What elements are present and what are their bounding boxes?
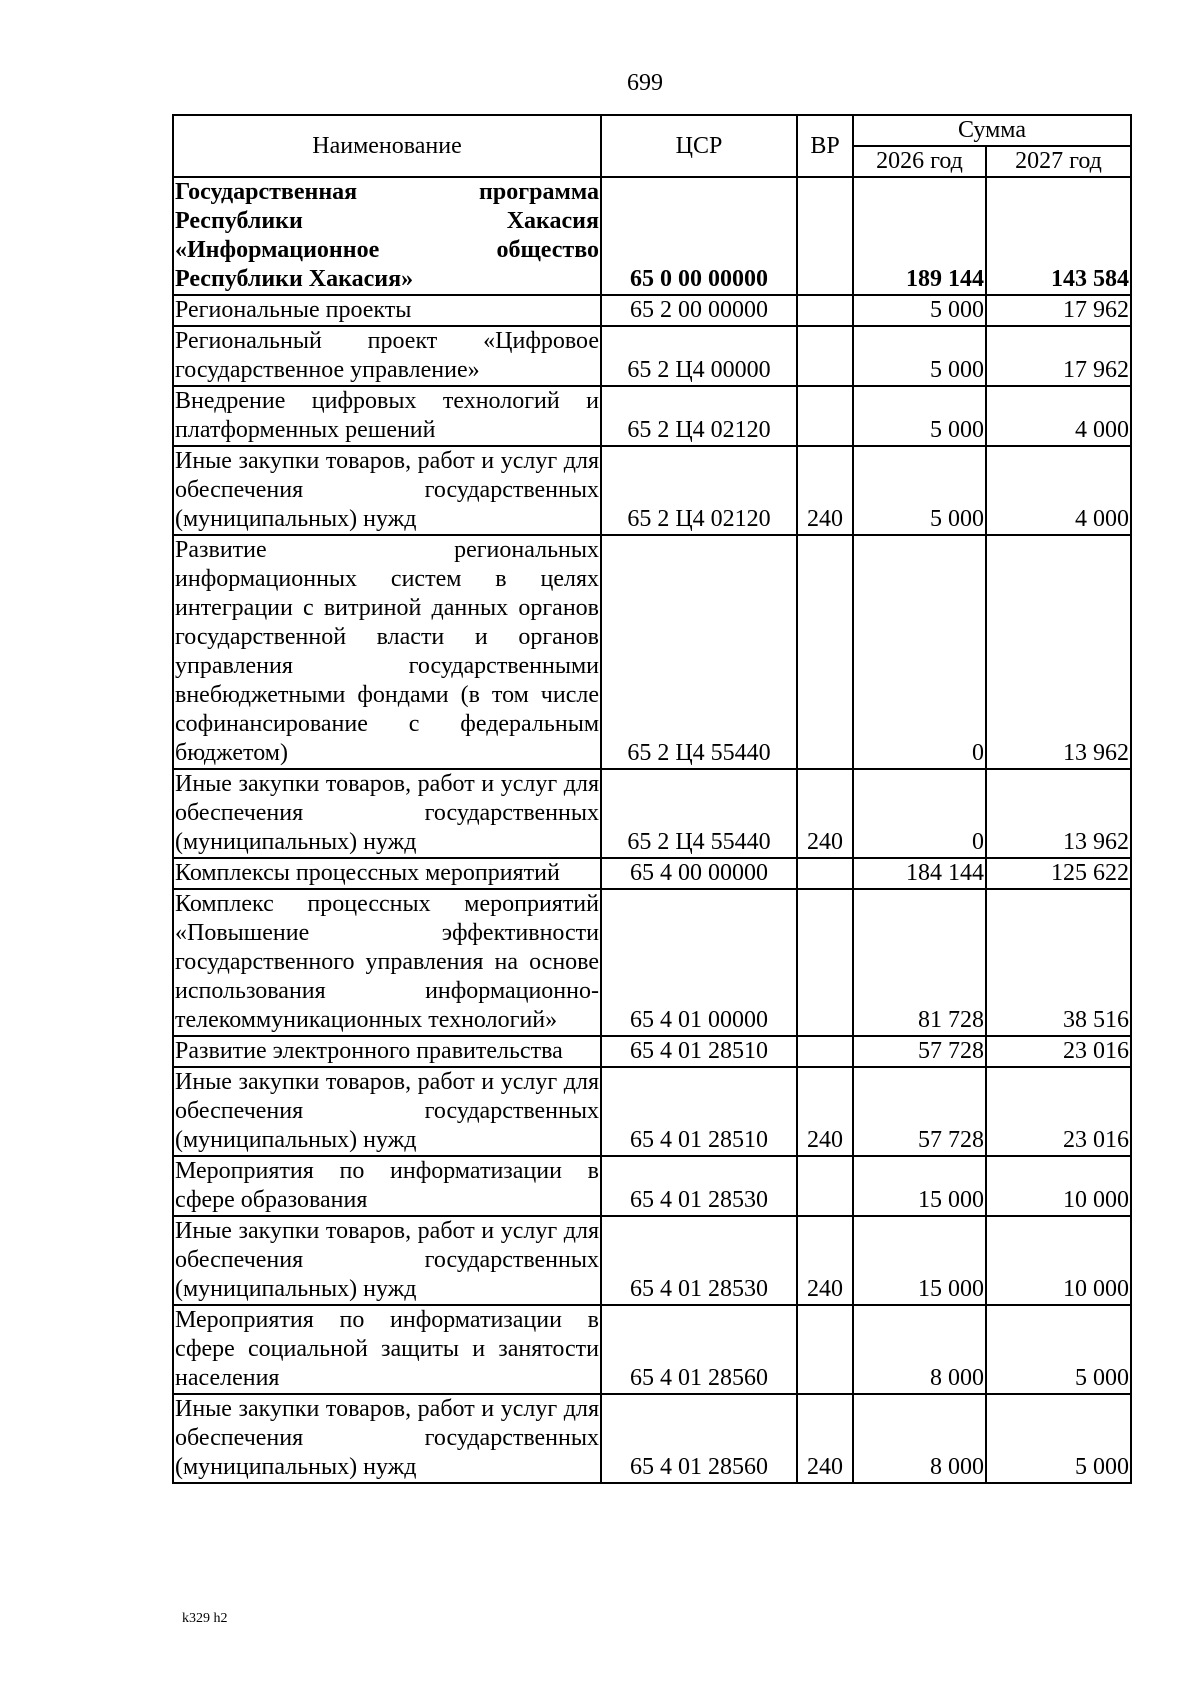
row-csr: 65 4 01 28510 (601, 1067, 797, 1156)
row-csr: 65 4 01 28560 (601, 1394, 797, 1483)
row-amount-2026: 0 (853, 535, 986, 769)
row-vr (797, 1036, 853, 1067)
row-name: Иные закупки товаров, работ и услуг для обеспечения государственных (муниципальных) нужд (173, 1067, 601, 1156)
row-csr: 65 4 00 00000 (601, 858, 797, 889)
page-number: 699 (627, 70, 663, 96)
table-row (173, 769, 1131, 858)
table-row (173, 177, 1131, 295)
row-name: Иные закупки товаров, работ и услуг для обеспечения государственных (муниципальных) нужд (173, 1394, 601, 1483)
row-amount-2027: 13 962 (986, 769, 1131, 858)
row-name: Развитие электронного правительства (173, 1036, 601, 1067)
row-amount-2026: 57 728 (853, 1036, 986, 1067)
table-row (173, 386, 1131, 446)
row-csr: 65 4 01 28510 (601, 1036, 797, 1067)
row-csr: 65 4 01 00000 (601, 889, 797, 1036)
row-name: Мероприятия по информатизации в сфере социальной защиты и занятости населения (173, 1305, 601, 1394)
header-year-2026: 2026 год (853, 146, 986, 177)
row-amount-2026: 8 000 (853, 1305, 986, 1394)
row-csr: 65 0 00 00000 (601, 177, 797, 295)
table-body (173, 177, 1131, 1483)
row-amount-2027: 5 000 (986, 1394, 1131, 1483)
row-vr (797, 326, 853, 386)
table-row (173, 1305, 1131, 1394)
row-vr: 240 (797, 1216, 853, 1305)
row-amount-2027: 38 516 (986, 889, 1131, 1036)
footer-code: k329 h2 (182, 1611, 228, 1626)
row-name: Региональные проекты (173, 295, 601, 326)
row-name: Комплекс процессных мероприятий «Повышение эффективности государственного управления на основе использования информационно-телекоммуникационных технологий» (173, 889, 601, 1036)
budget-table (172, 114, 1132, 1484)
row-csr: 65 2 Ц4 02120 (601, 386, 797, 446)
table-row (173, 889, 1131, 1036)
row-vr (797, 858, 853, 889)
row-amount-2026: 5 000 (853, 386, 986, 446)
row-amount-2026: 184 144 (853, 858, 986, 889)
table-row (173, 1156, 1131, 1216)
row-csr: 65 2 00 00000 (601, 295, 797, 326)
row-amount-2027: 4 000 (986, 386, 1131, 446)
row-vr: 240 (797, 446, 853, 535)
row-csr: 65 2 Ц4 00000 (601, 326, 797, 386)
row-vr (797, 889, 853, 1036)
header-name: Наименование (173, 115, 601, 177)
row-amount-2027: 5 000 (986, 1305, 1131, 1394)
table-row (173, 446, 1131, 535)
row-name: Иные закупки товаров, работ и услуг для обеспечения государственных (муниципальных) нужд (173, 769, 601, 858)
row-vr (797, 1305, 853, 1394)
row-name: Региональный проект «Цифровое государственное управление» (173, 326, 601, 386)
row-vr (797, 535, 853, 769)
row-amount-2026: 15 000 (853, 1216, 986, 1305)
row-name: Внедрение цифровых технологий и платформенных решений (173, 386, 601, 446)
row-vr: 240 (797, 1067, 853, 1156)
table-row (173, 1036, 1131, 1067)
row-amount-2027: 4 000 (986, 446, 1131, 535)
row-amount-2027: 143 584 (986, 177, 1131, 295)
table-row (173, 1067, 1131, 1156)
row-amount-2027: 10 000 (986, 1216, 1131, 1305)
row-amount-2026: 5 000 (853, 295, 986, 326)
row-csr: 65 4 01 28530 (601, 1216, 797, 1305)
header-csr: ЦСР (601, 115, 797, 177)
row-name: Развитие региональных информационных систем в целях интеграции с витриной данных органов государственной власти и органов управления государственными внебюджетными фондами (в том числе софинансирование с федеральным бюджетом) (173, 535, 601, 769)
row-amount-2026: 5 000 (853, 446, 986, 535)
row-amount-2027: 10 000 (986, 1156, 1131, 1216)
row-amount-2027: 23 016 (986, 1067, 1131, 1156)
row-amount-2027: 125 622 (986, 858, 1131, 889)
header-year-2027: 2027 год (986, 146, 1131, 177)
table-row (173, 1216, 1131, 1305)
row-vr (797, 1156, 853, 1216)
table-row (173, 295, 1131, 326)
row-amount-2027: 13 962 (986, 535, 1131, 769)
row-amount-2026: 8 000 (853, 1394, 986, 1483)
row-csr: 65 2 Ц4 02120 (601, 446, 797, 535)
row-amount-2026: 189 144 (853, 177, 986, 295)
row-vr (797, 386, 853, 446)
row-amount-2026: 81 728 (853, 889, 986, 1036)
table-row (173, 1394, 1131, 1483)
row-amount-2026: 0 (853, 769, 986, 858)
row-amount-2026: 57 728 (853, 1067, 986, 1156)
row-csr: 65 2 Ц4 55440 (601, 769, 797, 858)
row-name: Государственная программа Республики Хакасия «Информационное общество Республики Хакасия» (173, 177, 601, 295)
row-name: Комплексы процессных мероприятий (173, 858, 601, 889)
row-amount-2026: 15 000 (853, 1156, 986, 1216)
row-name: Мероприятия по информатизации в сфере образования (173, 1156, 601, 1216)
row-vr: 240 (797, 1394, 853, 1483)
header-sum: Сумма (853, 115, 1131, 146)
row-amount-2026: 5 000 (853, 326, 986, 386)
row-csr: 65 4 01 28530 (601, 1156, 797, 1216)
row-amount-2027: 23 016 (986, 1036, 1131, 1067)
row-name: Иные закупки товаров, работ и услуг для обеспечения государственных (муниципальных) нужд (173, 446, 601, 535)
table-row (173, 535, 1131, 769)
header-vr: ВР (797, 115, 853, 177)
row-name: Иные закупки товаров, работ и услуг для обеспечения государственных (муниципальных) нужд (173, 1216, 601, 1305)
row-amount-2027: 17 962 (986, 295, 1131, 326)
table-row (173, 326, 1131, 386)
row-csr: 65 4 01 28560 (601, 1305, 797, 1394)
row-vr (797, 177, 853, 295)
row-vr (797, 295, 853, 326)
row-csr: 65 2 Ц4 55440 (601, 535, 797, 769)
table-row (173, 858, 1131, 889)
row-amount-2027: 17 962 (986, 326, 1131, 386)
row-vr: 240 (797, 769, 853, 858)
